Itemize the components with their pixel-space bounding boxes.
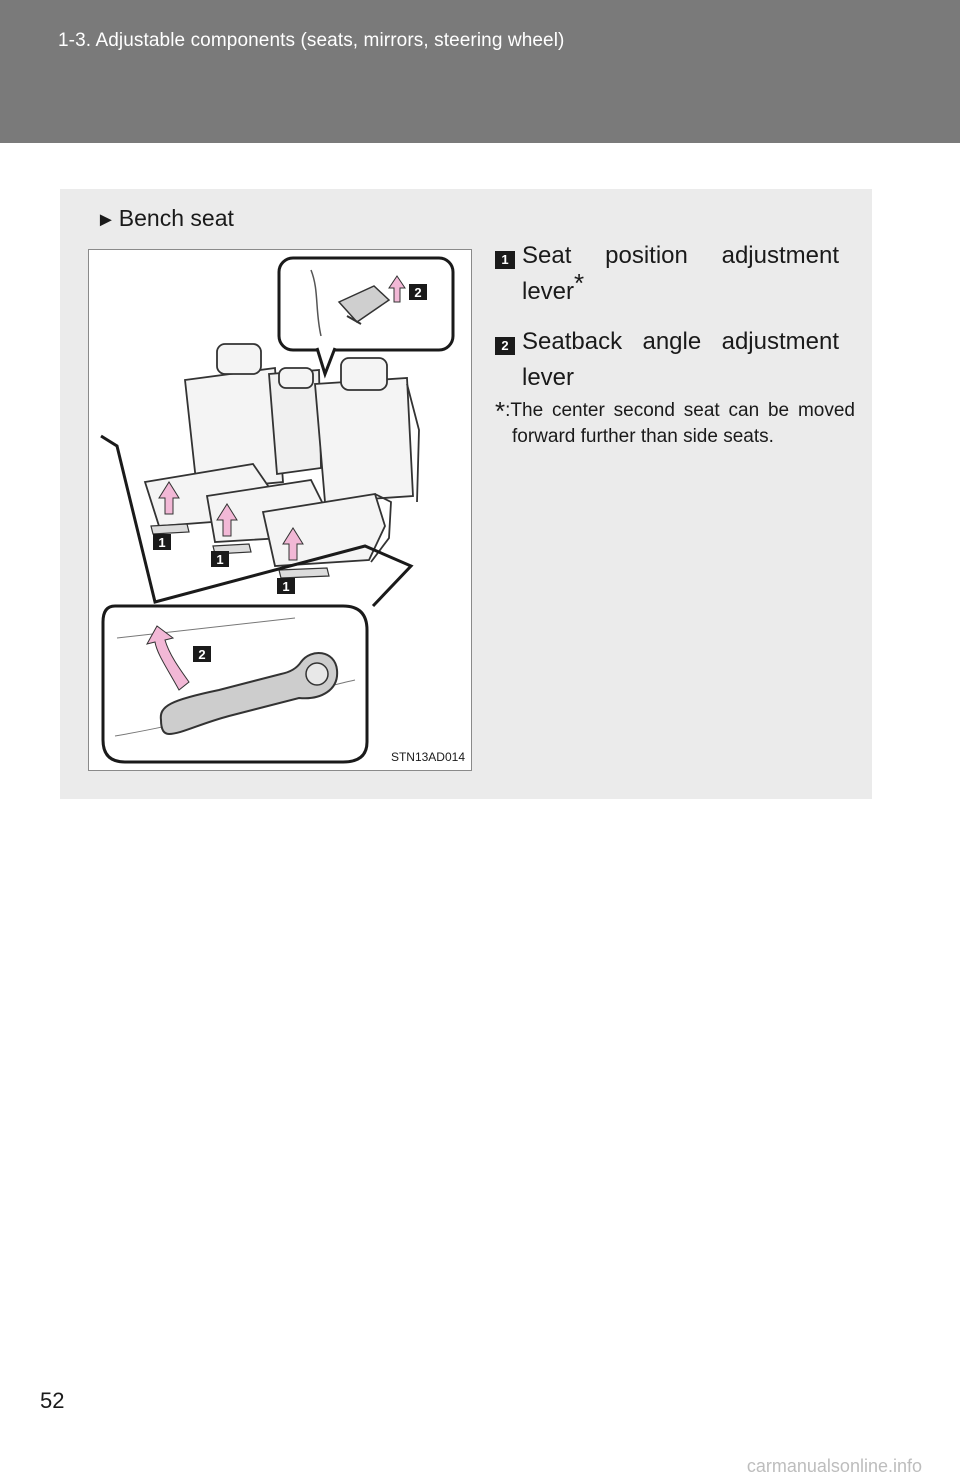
footnote-text: :The center second seat can be moved forward further than side seats. (505, 400, 855, 447)
callout-item-1 (495, 238, 839, 310)
watermark: carmanualsonline.info (746, 1456, 922, 1476)
figure-label-1-left (153, 534, 171, 550)
right-headrest (341, 358, 387, 390)
figure-label-text: 1 (282, 579, 290, 594)
right-seatback (315, 378, 413, 502)
footnote-asterisk: * (495, 396, 506, 426)
lever-bar-left (151, 524, 189, 534)
figure-code: STN13AD014 (390, 750, 465, 764)
callout-text: Seat position adjustment lever (522, 242, 839, 305)
callout-list (495, 238, 839, 410)
figure-label-text: 1 (216, 552, 224, 567)
bench-seat-drawing (89, 250, 473, 772)
callout-item-2 (495, 324, 839, 396)
triangle-marker-icon: ► (96, 209, 116, 231)
figure-label-1-right (277, 578, 295, 594)
figure-label-2-bottom (193, 646, 211, 662)
page-number: 52 (40, 1388, 65, 1413)
asterisk-mark: * (574, 268, 585, 298)
left-headrest (217, 344, 261, 374)
page-header (0, 0, 960, 143)
callout-text: Seatback angle adjustment lever (522, 328, 839, 391)
section-heading-text: Bench seat (118, 205, 234, 231)
figure-label-text: 2 (198, 647, 206, 662)
section-heading (96, 205, 234, 232)
figure-label-text: 2 (414, 285, 422, 300)
callout-number-badge: 1 (495, 251, 515, 269)
figure-label-2-top (409, 284, 427, 300)
seat-recline-icon (306, 663, 328, 685)
figure-label-1-center (211, 551, 229, 567)
figure-label-text: 1 (158, 535, 166, 550)
center-headrest (279, 368, 313, 388)
callout-number-badge: 2 (495, 337, 515, 355)
footnote (495, 394, 855, 450)
lever-bar-right (279, 568, 329, 578)
header-title: 1-3. Adjustable components (seats, mirrors, steering wheel) (58, 30, 565, 51)
seat-illustration (88, 249, 472, 771)
